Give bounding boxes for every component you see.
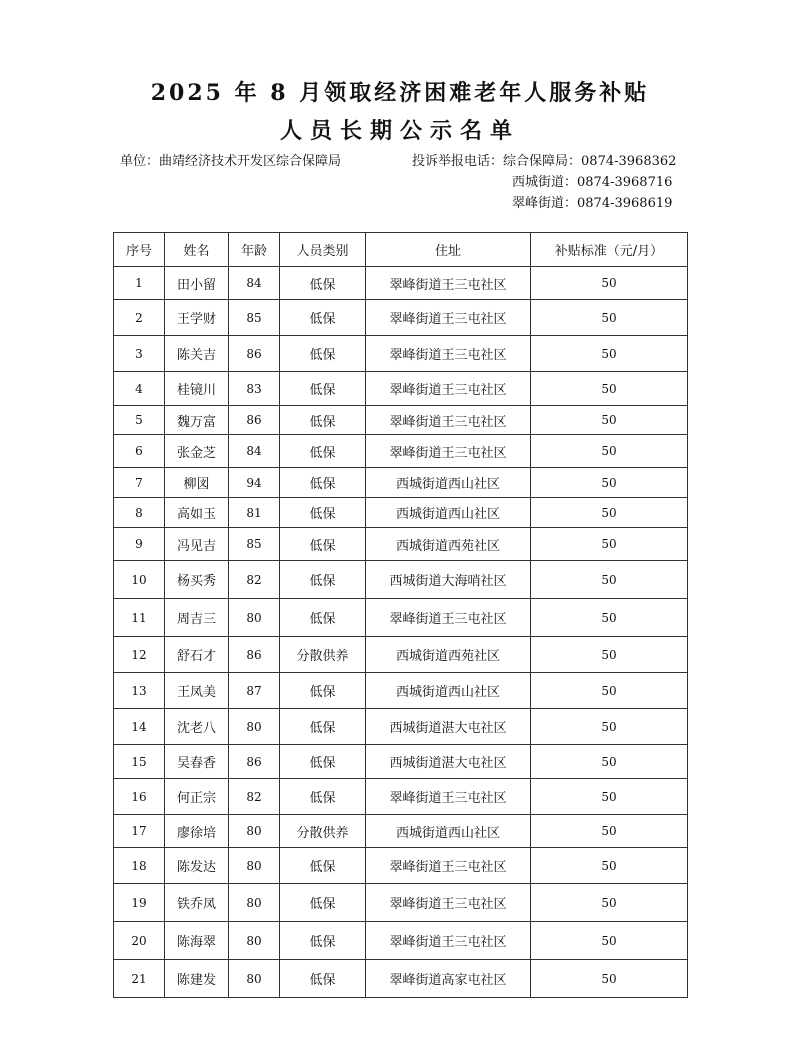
- cell-no: 18: [114, 848, 165, 884]
- cell-category: 低保: [280, 336, 366, 372]
- cell-age: 86: [229, 637, 280, 673]
- table-row: [114, 637, 688, 673]
- contact-phone: 0874-3968716: [577, 175, 673, 190]
- cell-name: 魏万富: [165, 406, 229, 435]
- cell-category: 低保: [280, 372, 366, 406]
- cell-address: 翠峰街道王三屯社区: [366, 922, 531, 960]
- cell-subsidy: 50: [531, 848, 688, 884]
- cell-no: 3: [114, 336, 165, 372]
- cell-name: 周吉三: [165, 599, 229, 637]
- cell-address: 翠峰街道王三屯社区: [366, 884, 531, 922]
- cell-name: 杨买秀: [165, 561, 229, 599]
- cell-name: 廖徐培: [165, 815, 229, 848]
- cell-address: 翠峰街道高家屯社区: [366, 960, 531, 998]
- cell-no: 1: [114, 267, 165, 300]
- cell-no: 7: [114, 468, 165, 498]
- cell-subsidy: 50: [531, 599, 688, 637]
- cell-category: 低保: [280, 528, 366, 561]
- complaint-phone-line-2: [512, 171, 672, 190]
- table-row: [114, 884, 688, 922]
- cell-age: 86: [229, 336, 280, 372]
- cell-no: 12: [114, 637, 165, 673]
- cell-category: 低保: [280, 779, 366, 815]
- cell-address: 翠峰街道王三屯社区: [366, 779, 531, 815]
- column-header-name: 姓名: [165, 233, 229, 267]
- cell-no: 6: [114, 435, 165, 468]
- cell-age: 87: [229, 673, 280, 709]
- cell-age: 80: [229, 709, 280, 745]
- cell-category: 低保: [280, 922, 366, 960]
- cell-name: 陈关吉: [165, 336, 229, 372]
- cell-category: 分散供养: [280, 815, 366, 848]
- cell-address: 西城街道西山社区: [366, 498, 531, 528]
- cell-name: 冯见吉: [165, 528, 229, 561]
- cell-no: 11: [114, 599, 165, 637]
- cell-name: 何正宗: [165, 779, 229, 815]
- cell-no: 10: [114, 561, 165, 599]
- cell-name: 张金芝: [165, 435, 229, 468]
- table-row: [114, 336, 688, 372]
- cell-age: 84: [229, 267, 280, 300]
- column-header-address: 住址: [366, 233, 531, 267]
- column-header-category: 人员类别: [280, 233, 366, 267]
- cell-category: 低保: [280, 498, 366, 528]
- contact-phone: 0874-3968362: [581, 154, 677, 169]
- cell-subsidy: 50: [531, 673, 688, 709]
- cell-address: 翠峰街道王三屯社区: [366, 372, 531, 406]
- table-row: [114, 372, 688, 406]
- cell-subsidy: 50: [531, 406, 688, 435]
- cell-category: 低保: [280, 848, 366, 884]
- issuing-unit: [120, 150, 341, 169]
- table-row: [114, 848, 688, 884]
- cell-address: 西城街道湛大屯社区: [366, 709, 531, 745]
- cell-subsidy: 50: [531, 561, 688, 599]
- cell-subsidy: 50: [531, 267, 688, 300]
- table-row: [114, 673, 688, 709]
- cell-category: 低保: [280, 406, 366, 435]
- cell-no: 15: [114, 745, 165, 779]
- table-row: [114, 561, 688, 599]
- cell-category: 低保: [280, 468, 366, 498]
- unit-label: 单位：: [120, 154, 160, 169]
- cell-name: 田小留: [165, 267, 229, 300]
- complaint-phone-line-1: [412, 150, 676, 169]
- cell-name: 王学财: [165, 300, 229, 336]
- cell-no: 4: [114, 372, 165, 406]
- cell-address: 翠峰街道王三屯社区: [366, 435, 531, 468]
- table-row: [114, 435, 688, 468]
- cell-subsidy: 50: [531, 435, 688, 468]
- cell-subsidy: 50: [531, 498, 688, 528]
- contact-name: 翠峰街道：: [512, 196, 578, 211]
- complaint-phone-line-3: [512, 192, 672, 211]
- cell-no: 20: [114, 922, 165, 960]
- cell-subsidy: 50: [531, 779, 688, 815]
- cell-age: 86: [229, 745, 280, 779]
- cell-subsidy: 50: [531, 468, 688, 498]
- cell-name: 陈发达: [165, 848, 229, 884]
- table-row: [114, 745, 688, 779]
- cell-address: 翠峰街道王三屯社区: [366, 848, 531, 884]
- cell-address: 翠峰街道王三屯社区: [366, 300, 531, 336]
- cell-age: 80: [229, 884, 280, 922]
- cell-age: 85: [229, 300, 280, 336]
- cell-category: 低保: [280, 960, 366, 998]
- cell-subsidy: 50: [531, 745, 688, 779]
- cell-name: 陈建发: [165, 960, 229, 998]
- table-row: [114, 815, 688, 848]
- cell-name: 沈老八: [165, 709, 229, 745]
- table-row: [114, 779, 688, 815]
- cell-address: 翠峰街道王三屯社区: [366, 336, 531, 372]
- cell-subsidy: 50: [531, 709, 688, 745]
- cell-age: 85: [229, 528, 280, 561]
- cell-age: 82: [229, 561, 280, 599]
- table-row: [114, 406, 688, 435]
- page-title-line-1: 2025 年 8 月领取经济困难老年人服务补贴: [150, 80, 650, 106]
- cell-address: 西城街道大海哨社区: [366, 561, 531, 599]
- cell-category: 低保: [280, 745, 366, 779]
- cell-category: 分散供养: [280, 637, 366, 673]
- cell-age: 80: [229, 848, 280, 884]
- cell-subsidy: 50: [531, 922, 688, 960]
- contact-name: 西城街道：: [512, 175, 578, 190]
- cell-name: 陈海翠: [165, 922, 229, 960]
- cell-age: 82: [229, 779, 280, 815]
- cell-address: 西城街道西苑社区: [366, 528, 531, 561]
- table-row: [114, 922, 688, 960]
- cell-no: 16: [114, 779, 165, 815]
- cell-name: 桂镜川: [165, 372, 229, 406]
- contact-phone: 0874-3968619: [577, 196, 673, 211]
- cell-age: 80: [229, 922, 280, 960]
- cell-age: 80: [229, 599, 280, 637]
- complaint-label: 投诉举报电话：: [412, 154, 504, 169]
- cell-subsidy: 50: [531, 637, 688, 673]
- cell-name: 柳図: [165, 468, 229, 498]
- table-row: [114, 960, 688, 998]
- cell-subsidy: 50: [531, 336, 688, 372]
- column-header-subsidy: 补贴标准（元/月）: [531, 233, 688, 267]
- cell-category: 低保: [280, 673, 366, 709]
- cell-address: 翠峰街道王三屯社区: [366, 599, 531, 637]
- table-row: [114, 468, 688, 498]
- cell-no: 9: [114, 528, 165, 561]
- unit-value: 曲靖经济技术开发区综合保障局: [159, 154, 342, 169]
- cell-age: 81: [229, 498, 280, 528]
- subsidy-roster-table: [113, 232, 688, 998]
- cell-name: 吴春香: [165, 745, 229, 779]
- cell-address: 西城街道湛大屯社区: [366, 745, 531, 779]
- cell-no: 5: [114, 406, 165, 435]
- cell-name: 铁乔凤: [165, 884, 229, 922]
- cell-subsidy: 50: [531, 884, 688, 922]
- cell-category: 低保: [280, 435, 366, 468]
- cell-category: 低保: [280, 599, 366, 637]
- cell-subsidy: 50: [531, 815, 688, 848]
- cell-category: 低保: [280, 709, 366, 745]
- table-row: [114, 528, 688, 561]
- table-row: [114, 498, 688, 528]
- cell-address: 西城街道西苑社区: [366, 637, 531, 673]
- cell-address: 西城街道西山社区: [366, 468, 531, 498]
- cell-no: 8: [114, 498, 165, 528]
- cell-category: 低保: [280, 561, 366, 599]
- cell-name: 高如玉: [165, 498, 229, 528]
- cell-age: 80: [229, 960, 280, 998]
- cell-address: 翠峰街道王三屯社区: [366, 267, 531, 300]
- table-row: [114, 709, 688, 745]
- cell-category: 低保: [280, 267, 366, 300]
- cell-no: 14: [114, 709, 165, 745]
- cell-name: 舒石才: [165, 637, 229, 673]
- cell-subsidy: 50: [531, 372, 688, 406]
- cell-subsidy: 50: [531, 528, 688, 561]
- cell-no: 17: [114, 815, 165, 848]
- cell-age: 94: [229, 468, 280, 498]
- cell-age: 86: [229, 406, 280, 435]
- cell-address: 西城街道西山社区: [366, 815, 531, 848]
- cell-address: 西城街道西山社区: [366, 673, 531, 709]
- cell-subsidy: 50: [531, 960, 688, 998]
- contact-name: 综合保障局：: [503, 154, 582, 169]
- column-header-no: 序号: [114, 233, 165, 267]
- cell-subsidy: 50: [531, 300, 688, 336]
- column-header-age: 年龄: [229, 233, 280, 267]
- table-row: [114, 267, 688, 300]
- cell-age: 83: [229, 372, 280, 406]
- page-title-line-2: 人员长期公示名单: [279, 118, 520, 144]
- table-row: [114, 300, 688, 336]
- cell-no: 13: [114, 673, 165, 709]
- cell-no: 21: [114, 960, 165, 998]
- cell-age: 84: [229, 435, 280, 468]
- cell-address: 翠峰街道王三屯社区: [366, 406, 531, 435]
- cell-name: 王凤美: [165, 673, 229, 709]
- cell-category: 低保: [280, 300, 366, 336]
- table-header-row: [114, 233, 688, 267]
- table-row: [114, 599, 688, 637]
- cell-age: 80: [229, 815, 280, 848]
- cell-no: 2: [114, 300, 165, 336]
- cell-no: 19: [114, 884, 165, 922]
- cell-category: 低保: [280, 884, 366, 922]
